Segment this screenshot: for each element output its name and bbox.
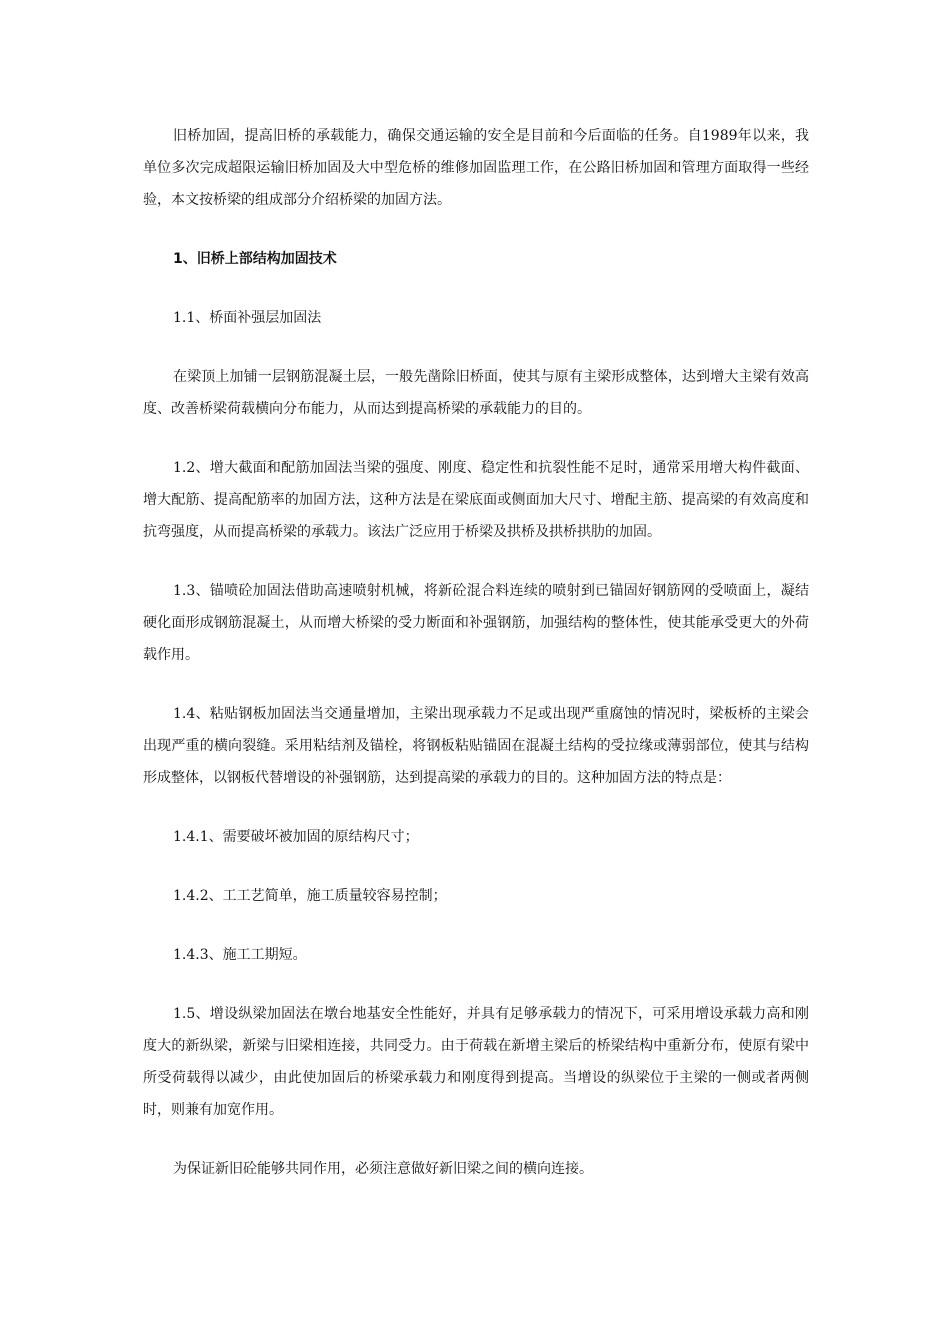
- document-page: [143, 120, 809, 1185]
- intro-paragraph: 旧桥加固，提高旧桥的承载能力，确保交通运输的安全是目前和今后面临的任务。自1989年以来，我单位多次完成超限运输旧桥加固及大中型危桥的维修加固监理工作，在公路旧桥加固和管理方面取得一些经验，本文按桥梁的组成部分介绍桥梁的加固方法。: [143, 128, 809, 208]
- section-1-5-paragraph: 1.5、增设纵梁加固法在墩台地基安全性能好，并具有足够承载力的情况下，可采用增设承载力高和刚度大的新纵梁，新梁与旧梁相连接，共同受力。由于荷载在新增主梁后的桥梁结构中重新分布，使原有梁中所受荷载得以减少，由此使加固后的桥梁承载力和刚度得到提高。当增设的纵梁位于主梁的一侧或者两侧时，则兼有加宽作用。: [143, 1006, 809, 1118]
- section-1-heading: 1、旧桥上部结构加固技术: [173, 251, 337, 267]
- section-1-3-paragraph: 1.3、锚喷砼加固法借助高速喷射机械，将新砼混合料连续的喷射到已锚固好钢筋网的受喷面上，凝结硬化面形成钢筋混凝土，从而增大桥梁的受力断面和补强钢筋，加强结构的整体性，使其能承受更大的外荷载作用。: [143, 583, 809, 663]
- section-1-2-paragraph: 1.2、增大截面和配筋加固法当梁的强度、刚度、稳定性和抗裂性能不足时，通常采用增大构件截面、增大配筋、提高配筋率的加固方法，这种方法是在梁底面或侧面加大尺寸、增配主筋、提高梁的有效高度和抗弯强度，从而提高桥梁的承载力。该法广泛应用于桥梁及拱桥及拱桥拱肋的加固。: [143, 460, 809, 540]
- section-1-4-3-item: 1.4.3、施工工期短。: [173, 947, 307, 963]
- closing-paragraph: 为保证新旧砼能够共同作用，必须注意做好新旧梁之间的横向连接。: [173, 1161, 593, 1177]
- section-1-1-body: 在梁顶上加铺一层钢筋混凝土层，一般先凿除旧桥面，使其与原有主梁形成整体，达到增大主梁有效高度、改善桥梁荷载横向分布能力，从而达到提高桥梁的承载能力的目的。: [143, 369, 809, 417]
- section-1-4-1-item: 1.4.1、需要破坏被加固的原结构尺寸；: [173, 829, 419, 845]
- section-1-4-2-item: 1.4.2、工工艺简单，施工质量较容易控制；: [173, 888, 447, 904]
- section-1-1-heading: 1.1、桥面补强层加固法: [173, 310, 322, 326]
- section-1-4-paragraph: 1.4、粘贴钢板加固法当交通量增加，主梁出现承载力不足或出现严重腐蚀的情况时，梁板桥的主梁会出现严重的横向裂缝。采用粘结剂及锚栓，将钢板粘贴锚固在混凝土结构的受拉缘或薄弱部位，使其与结构形成整体，以钢板代替增设的补强钢筋，达到提高梁的承载力的目的。这种加固方法的特点是：: [143, 706, 809, 786]
